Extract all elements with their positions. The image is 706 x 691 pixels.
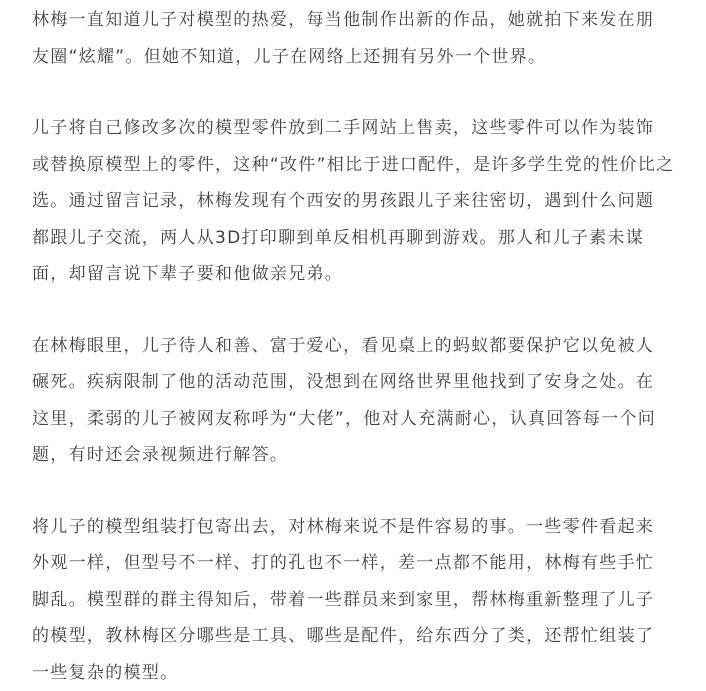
paragraph-line: 碾死。疾病限制了他的活动范围，没想到在网络世界里他找到了安身之处。在 — [32, 364, 682, 401]
paragraph-line: 题，有时还会录视频进行解答。 — [32, 437, 682, 474]
paragraph-line: 在林梅眼里，儿子待人和善、富于爱心，看见桌上的蚂蚁都要保护它以免被人 — [32, 328, 682, 365]
paragraph-line: 林梅一直知道儿子对模型的热爱，每当他制作出新的作品，她就拍下来发在朋 — [32, 2, 682, 39]
paragraph-line: 或替换原模型上的零件，这种“改件”相比于进口配件，是许多学生党的性价比之 — [32, 147, 682, 184]
paragraph-line: 都跟儿子交流，两人从3D打印聊到单反相机再聊到游戏。那人和儿子素未谋 — [32, 220, 682, 257]
paragraph-2 — [32, 110, 682, 293]
paragraph-line: 儿子将自己修改多次的模型零件放到二手网站上售卖，这些零件可以作为装饰 — [32, 110, 682, 147]
paragraph-1 — [32, 2, 682, 75]
paragraph-line: 一些复杂的模型。 — [32, 655, 682, 691]
paragraph-line: 脚乱。模型群的群主得知后，带着一些群员来到家里，帮林梅重新整理了儿子 — [32, 582, 682, 619]
paragraph-3 — [32, 328, 682, 474]
paragraph-line: 的模型，教林梅区分哪些是工具、哪些是配件，给东西分了类，还帮忙组装了 — [32, 618, 682, 655]
paragraph-line: 外观一样，但型号不一样、打的孔也不一样，差一点都不能用，林梅有些手忙 — [32, 545, 682, 582]
article-body — [32, 2, 682, 691]
paragraph-line: 友圈“炫耀”。但她不知道，儿子在网络上还拥有另外一个世界。 — [32, 39, 682, 76]
paragraph-line: 面，却留言说下辈子要和他做亲兄弟。 — [32, 256, 682, 293]
paragraph-line: 选。通过留言记录，林梅发现有个西安的男孩跟儿子来往密切，遇到什么问题 — [32, 183, 682, 220]
paragraph-line: 将儿子的模型组装打包寄出去，对林梅来说不是件容易的事。一些零件看起来 — [32, 509, 682, 546]
paragraph-line: 这里，柔弱的儿子被网友称呼为“大佬”，他对人充满耐心，认真回答每一个问 — [32, 401, 682, 438]
paragraph-4 — [32, 509, 682, 691]
